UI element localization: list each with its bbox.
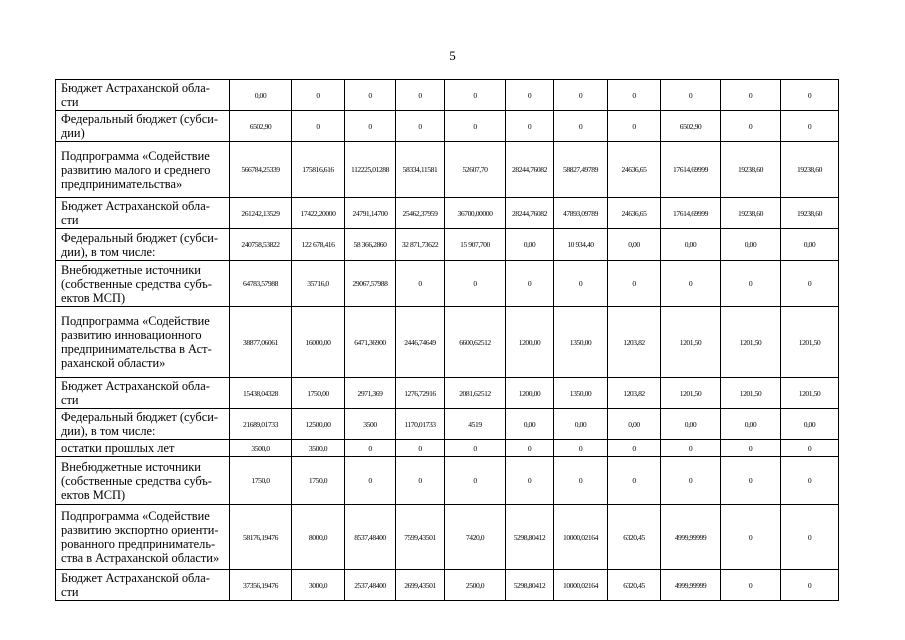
value-cell: 0,00 <box>506 409 554 440</box>
value-cell: 0 <box>396 440 445 457</box>
value-cell: 0,00 <box>781 409 839 440</box>
value-cell: 261242,13529 <box>230 198 292 229</box>
row-label: Федеральный бюджет (субси-дии), в том числе: <box>56 229 230 261</box>
value-cell: 19238,60 <box>781 198 839 229</box>
value-cell: 0 <box>661 261 721 307</box>
row-label: Подпрограмма «Содействие развитию инновационного предпринимательства в Аст-раханской области» <box>56 307 230 378</box>
value-cell: 58176,19476 <box>230 505 292 570</box>
value-cell: 0 <box>396 80 445 111</box>
value-cell: 16000,00 <box>292 307 345 378</box>
value-cell: 0 <box>781 111 839 142</box>
value-cell: 4519 <box>445 409 506 440</box>
value-cell: 1350,00 <box>554 307 608 378</box>
value-cell: 1350,00 <box>554 378 608 409</box>
table-row <box>56 229 839 261</box>
value-cell: 0 <box>608 80 661 111</box>
value-cell: 6502,90 <box>661 111 721 142</box>
table-row <box>56 378 839 409</box>
value-cell: 1201,50 <box>721 307 781 378</box>
table-row <box>56 570 839 601</box>
table-row <box>56 440 839 457</box>
value-cell: 1200,00 <box>506 307 554 378</box>
value-cell: 12500,00 <box>292 409 345 440</box>
table-row <box>56 457 839 505</box>
value-cell: 0 <box>661 80 721 111</box>
value-cell: 36700,00000 <box>445 198 506 229</box>
value-cell: 38877,06061 <box>230 307 292 378</box>
value-cell: 17422,20000 <box>292 198 345 229</box>
page-number: 5 <box>449 48 456 63</box>
value-cell: 24636,65 <box>608 142 661 198</box>
value-cell: 2537,48400 <box>345 570 396 601</box>
value-cell: 1201,50 <box>781 378 839 409</box>
value-cell: 0 <box>781 570 839 601</box>
value-cell: 0 <box>396 111 445 142</box>
value-cell: 6320,45 <box>608 570 661 601</box>
value-cell: 1201,50 <box>721 378 781 409</box>
value-cell: 3000,0 <box>292 570 345 601</box>
value-cell: 0,00 <box>721 409 781 440</box>
value-cell: 28244,76082 <box>506 198 554 229</box>
row-label: Федеральный бюджет (субси-дии) <box>56 111 230 142</box>
value-cell: 1203,82 <box>608 307 661 378</box>
value-cell: 0 <box>608 457 661 505</box>
budget-table <box>55 79 839 601</box>
value-cell: 0 <box>781 440 839 457</box>
row-label: Бюджет Астраханской обла-сти <box>56 80 230 111</box>
value-cell: 1276,72916 <box>396 378 445 409</box>
value-cell: 29067,57988 <box>345 261 396 307</box>
value-cell: 10000,02164 <box>554 505 608 570</box>
value-cell: 37356,19476 <box>230 570 292 601</box>
table-row <box>56 198 839 229</box>
value-cell: 3500,0 <box>230 440 292 457</box>
value-cell: 175816,616 <box>292 142 345 198</box>
value-cell: 0 <box>781 505 839 570</box>
value-cell: 0,00 <box>506 229 554 261</box>
value-cell: 58827,49789 <box>554 142 608 198</box>
value-cell: 0,00 <box>230 80 292 111</box>
value-cell: 5298,80412 <box>506 505 554 570</box>
value-cell: 0 <box>661 457 721 505</box>
value-cell: 2971,369 <box>345 378 396 409</box>
row-label: Подпрограмма «Содействие развитию экспортно ориенти-рованного предприниматель-ства в Астраханской области» <box>56 505 230 570</box>
value-cell: 1201,50 <box>781 307 839 378</box>
value-cell: 0 <box>781 261 839 307</box>
value-cell: 0 <box>781 457 839 505</box>
value-cell: 0,00 <box>608 409 661 440</box>
value-cell: 7420,0 <box>445 505 506 570</box>
value-cell: 7599,43501 <box>396 505 445 570</box>
value-cell: 21689,01733 <box>230 409 292 440</box>
value-cell: 0 <box>445 457 506 505</box>
row-label: Бюджет Астраханской обла-сти <box>56 570 230 601</box>
value-cell: 0 <box>554 111 608 142</box>
value-cell: 0 <box>721 440 781 457</box>
value-cell: 0 <box>721 457 781 505</box>
row-label: Внебюджетные источники (собственные средства субъ-ектов МСП) <box>56 457 230 505</box>
value-cell: 24636,65 <box>608 198 661 229</box>
value-cell: 1201,50 <box>661 307 721 378</box>
value-cell: 28244,76082 <box>506 142 554 198</box>
row-label: Федеральный бюджет (субси-дии), в том числе: <box>56 409 230 440</box>
value-cell: 0,00 <box>661 409 721 440</box>
row-label: Внебюджетные источники (собственные средства субъ-ектов МСП) <box>56 261 230 307</box>
value-cell: 0,00 <box>781 229 839 261</box>
value-cell: 8000,0 <box>292 505 345 570</box>
value-cell: 0 <box>345 80 396 111</box>
value-cell: 2699,43501 <box>396 570 445 601</box>
value-cell: 47893,09789 <box>554 198 608 229</box>
value-cell: 19238,60 <box>781 142 839 198</box>
value-cell: 0 <box>721 261 781 307</box>
row-label: Бюджет Астраханской обла-сти <box>56 378 230 409</box>
value-cell: 0 <box>292 80 345 111</box>
value-cell: 0 <box>506 261 554 307</box>
value-cell: 10000,02164 <box>554 570 608 601</box>
value-cell: 24791,14700 <box>345 198 396 229</box>
value-cell: 0 <box>445 80 506 111</box>
value-cell: 1750,0 <box>230 457 292 505</box>
row-label: Подпрограмма «Содействие развитию малого и среднего предпринимательства» <box>56 142 230 198</box>
value-cell: 0 <box>781 80 839 111</box>
value-cell: 0 <box>396 457 445 505</box>
value-cell: 25462,37959 <box>396 198 445 229</box>
value-cell: 0 <box>554 457 608 505</box>
value-cell: 10 934,40 <box>554 229 608 261</box>
table-row <box>56 261 839 307</box>
table-body <box>56 80 839 601</box>
value-cell: 15438,04328 <box>230 378 292 409</box>
table-row <box>56 111 839 142</box>
value-cell: 58334,11581 <box>396 142 445 198</box>
value-cell: 6471,36900 <box>345 307 396 378</box>
value-cell: 2500,0 <box>445 570 506 601</box>
value-cell: 0 <box>554 261 608 307</box>
value-cell: 17614,69999 <box>661 142 721 198</box>
table-row <box>56 307 839 378</box>
value-cell: 0 <box>445 261 506 307</box>
value-cell: 566784,25339 <box>230 142 292 198</box>
value-cell: 0 <box>608 111 661 142</box>
row-label: остатки прошлых лет <box>56 440 230 457</box>
value-cell: 35716,0 <box>292 261 345 307</box>
value-cell: 0 <box>721 111 781 142</box>
table-row <box>56 142 839 198</box>
value-cell: 0 <box>721 505 781 570</box>
value-cell: 32 871,73622 <box>396 229 445 261</box>
value-cell: 52607,70 <box>445 142 506 198</box>
value-cell: 0 <box>345 457 396 505</box>
value-cell: 0 <box>506 457 554 505</box>
value-cell: 6600,62512 <box>445 307 506 378</box>
value-cell: 0 <box>506 80 554 111</box>
value-cell: 0 <box>506 111 554 142</box>
value-cell: 122 678,416 <box>292 229 345 261</box>
value-cell: 0 <box>608 440 661 457</box>
value-cell: 17614,69999 <box>661 198 721 229</box>
value-cell: 1200,00 <box>506 378 554 409</box>
value-cell: 0,00 <box>661 229 721 261</box>
value-cell: 3500,0 <box>292 440 345 457</box>
value-cell: 58 366,2860 <box>345 229 396 261</box>
value-cell: 15 907,700 <box>445 229 506 261</box>
value-cell: 0 <box>554 80 608 111</box>
value-cell: 0,00 <box>608 229 661 261</box>
value-cell: 3500 <box>345 409 396 440</box>
value-cell: 0 <box>554 440 608 457</box>
value-cell: 0,00 <box>721 229 781 261</box>
value-cell: 1203,82 <box>608 378 661 409</box>
value-cell: 19238,60 <box>721 142 781 198</box>
value-cell: 1170,01733 <box>396 409 445 440</box>
value-cell: 19238,60 <box>721 198 781 229</box>
value-cell: 1750,0 <box>292 457 345 505</box>
row-label: Бюджет Астраханской обла-сти <box>56 198 230 229</box>
table-row <box>56 409 839 440</box>
value-cell: 6502,90 <box>230 111 292 142</box>
table-row <box>56 80 839 111</box>
value-cell: 0 <box>345 111 396 142</box>
value-cell: 5298,80412 <box>506 570 554 601</box>
value-cell: 0 <box>345 440 396 457</box>
value-cell: 2446,74649 <box>396 307 445 378</box>
table-row <box>56 505 839 570</box>
value-cell: 1201,50 <box>661 378 721 409</box>
value-cell: 64783,57988 <box>230 261 292 307</box>
value-cell: 0 <box>396 261 445 307</box>
value-cell: 4999,99999 <box>661 570 721 601</box>
value-cell: 0 <box>661 440 721 457</box>
value-cell: 1750,00 <box>292 378 345 409</box>
value-cell: 0 <box>608 261 661 307</box>
value-cell: 2081,62512 <box>445 378 506 409</box>
value-cell: 0 <box>506 440 554 457</box>
value-cell: 112225,01288 <box>345 142 396 198</box>
value-cell: 8537,48400 <box>345 505 396 570</box>
value-cell: 240758,53822 <box>230 229 292 261</box>
value-cell: 0,00 <box>554 409 608 440</box>
value-cell: 0 <box>721 80 781 111</box>
value-cell: 0 <box>721 570 781 601</box>
value-cell: 4999,99999 <box>661 505 721 570</box>
value-cell: 0 <box>445 111 506 142</box>
value-cell: 6320,45 <box>608 505 661 570</box>
value-cell: 0 <box>292 111 345 142</box>
value-cell: 0 <box>445 440 506 457</box>
